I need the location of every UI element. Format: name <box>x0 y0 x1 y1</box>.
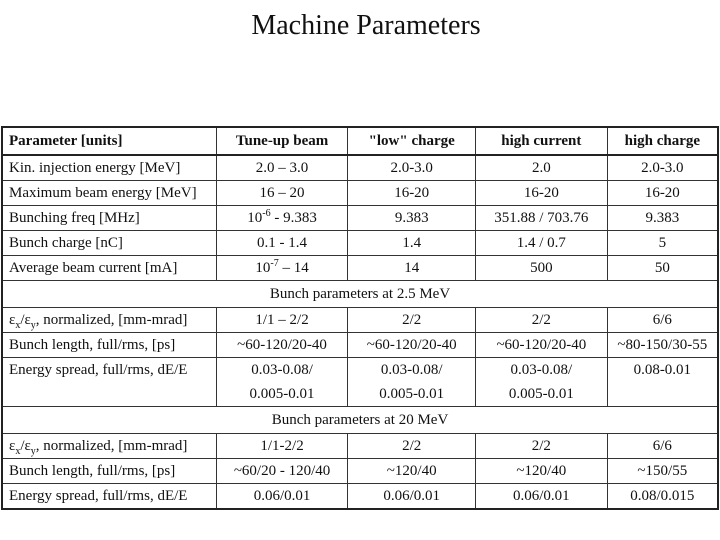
table-row <box>2 484 718 510</box>
base: 10 <box>247 210 263 226</box>
header-parameter: Parameter [units] <box>2 127 216 155</box>
value-cell <box>216 206 348 231</box>
value-cell: 2/2 <box>348 434 476 459</box>
epsilon: ε <box>9 312 16 328</box>
value-cell: ~80-150/30-55 <box>607 333 718 358</box>
value-cell: 0.06/0.01 <box>348 484 476 510</box>
value-cell: ~120/40 <box>348 459 476 484</box>
line-2: 0.005-0.01 <box>379 386 445 402</box>
value-cell: 0.08-0.01 <box>607 358 718 407</box>
param-cell: Energy spread, full/rms, dE/E <box>2 484 216 510</box>
value-cell <box>216 358 348 407</box>
value-cell: 16-20 <box>607 181 718 206</box>
value-cell: 16 – 20 <box>216 181 348 206</box>
value-cell: 6/6 <box>607 434 718 459</box>
table-row <box>2 181 718 206</box>
base: 10 <box>255 260 271 276</box>
rest: – 14 <box>278 260 309 276</box>
value-cell: 5 <box>607 231 718 256</box>
sub-y: y <box>30 446 36 457</box>
section-row <box>2 407 718 434</box>
value-cell: 1.4 <box>348 231 476 256</box>
value-cell: 2.0-3.0 <box>348 155 476 181</box>
value-cell <box>476 358 608 407</box>
sub-y: y <box>30 320 36 331</box>
value-cell: ~60-120/20-40 <box>476 333 608 358</box>
value-cell: 50 <box>607 256 718 281</box>
param-cell: Bunch length, full/rms, [ps] <box>2 333 216 358</box>
value-cell: 1/1-2/2 <box>216 434 348 459</box>
value-cell <box>216 256 348 281</box>
value-cell: 14 <box>348 256 476 281</box>
value-cell: 1.4 / 0.7 <box>476 231 608 256</box>
param-rest: , normalized, [mm-mrad] <box>35 438 188 454</box>
value-cell: 1/1 – 2/2 <box>216 308 348 333</box>
section-row <box>2 281 718 308</box>
value-cell: ~120/40 <box>476 459 608 484</box>
value-cell: 9.383 <box>607 206 718 231</box>
header-high-charge: high charge <box>607 127 718 155</box>
value-cell: ~60-120/20-40 <box>216 333 348 358</box>
param-rest: , normalized, [mm-mrad] <box>35 312 188 328</box>
epsilon: ε <box>24 438 31 454</box>
exponent: -7 <box>270 258 279 269</box>
line-1: 0.03-0.08/ <box>251 362 313 378</box>
value-cell: 2.0-3.0 <box>607 155 718 181</box>
value-cell: ~150/55 <box>607 459 718 484</box>
header-row <box>2 127 718 155</box>
sub-x: x <box>15 320 21 331</box>
line-2: 0.005-0.01 <box>249 386 315 402</box>
value-cell: 0.08/0.015 <box>607 484 718 510</box>
table-row <box>2 358 718 407</box>
value-cell: 16-20 <box>476 181 608 206</box>
table-row <box>2 231 718 256</box>
rest: - 9.383 <box>270 210 317 226</box>
value-cell: 2/2 <box>348 308 476 333</box>
section-heading-2-5mev: Bunch parameters at 2.5 MeV <box>2 281 718 308</box>
value-cell: 6/6 <box>607 308 718 333</box>
table-row <box>2 256 718 281</box>
param-cell: Bunch length, full/rms, [ps] <box>2 459 216 484</box>
epsilon: ε <box>24 312 31 328</box>
param-cell <box>2 434 216 459</box>
value-cell: 351.88 / 703.76 <box>476 206 608 231</box>
table-row <box>2 308 718 333</box>
page-title: Machine Parameters <box>251 10 481 41</box>
param-cell: Average beam current [mA] <box>2 256 216 281</box>
slash: / <box>20 438 25 454</box>
param-cell: Kin. injection energy [MeV] <box>2 155 216 181</box>
table-row <box>2 459 718 484</box>
value-cell: 16-20 <box>348 181 476 206</box>
header-tuneup: Tune-up beam <box>216 127 348 155</box>
value-cell: 500 <box>476 256 608 281</box>
value-cell: 0.1 - 1.4 <box>216 231 348 256</box>
line-2: 0.005-0.01 <box>508 386 574 402</box>
param-cell: Bunch charge [nC] <box>2 231 216 256</box>
value-cell: 0.06/0.01 <box>216 484 348 510</box>
value-cell: 9.383 <box>348 206 476 231</box>
value-cell: ~60-120/20-40 <box>348 333 476 358</box>
value-cell: 2.0 – 3.0 <box>216 155 348 181</box>
param-cell: Bunching freq [MHz] <box>2 206 216 231</box>
slash: / <box>20 312 25 328</box>
value-cell: 0.06/0.01 <box>476 484 608 510</box>
sub-x: x <box>15 446 21 457</box>
table-row <box>2 333 718 358</box>
value-cell: 2/2 <box>476 434 608 459</box>
value-cell: 2/2 <box>476 308 608 333</box>
header-high-current: high current <box>476 127 608 155</box>
value-cell <box>348 358 476 407</box>
machine-parameters-table <box>1 126 719 510</box>
epsilon: ε <box>9 438 16 454</box>
param-cell: Energy spread, full/rms, dE/E <box>2 358 216 407</box>
value-cell: ~60/20 - 120/40 <box>216 459 348 484</box>
exponent: -6 <box>262 208 271 219</box>
section-heading-20mev: Bunch parameters at 20 MeV <box>2 407 718 434</box>
table-row <box>2 206 718 231</box>
table-row <box>2 434 718 459</box>
line-1: 0.03-0.08/ <box>380 362 443 378</box>
value-cell: 2.0 <box>476 155 608 181</box>
table-row <box>2 155 718 181</box>
header-low-charge: "low" charge <box>348 127 476 155</box>
line-1: 0.03-0.08/ <box>510 362 573 378</box>
param-cell <box>2 308 216 333</box>
param-cell: Maximum beam energy [MeV] <box>2 181 216 206</box>
